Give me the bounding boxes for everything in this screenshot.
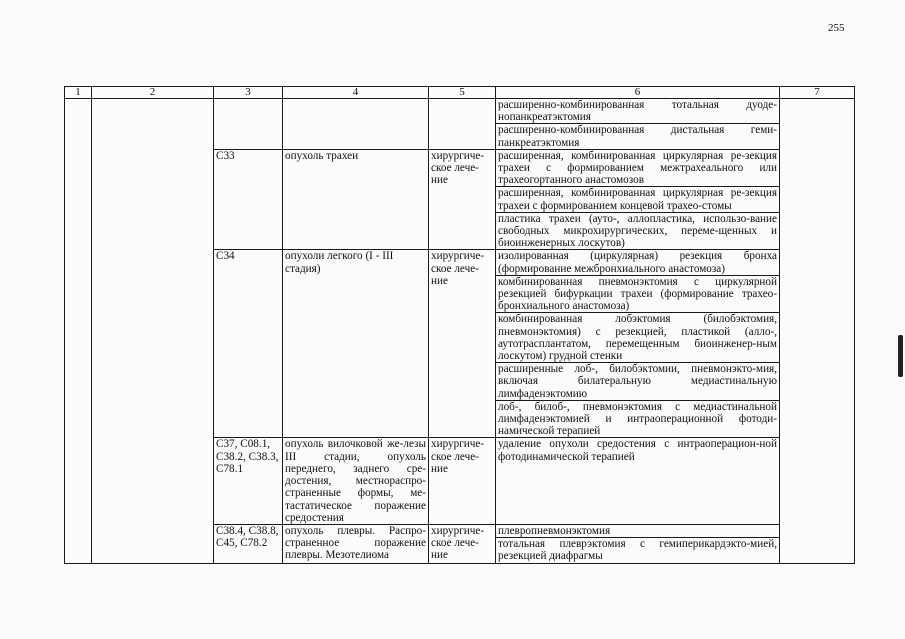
col-header-4: 4: [283, 87, 429, 99]
method-cell: расширенные лоб-, билобэктомии, пневмонэкто-мия, включая билатеральную медиастинальную лимфаденэктомию: [496, 363, 780, 401]
col-header-2: 2: [92, 87, 214, 99]
disease-cell: опухоли легкого (I - III стадия): [283, 250, 429, 438]
col7-cell: [780, 99, 855, 564]
disease-cell: опухоль плевры. Распро-страненное поражение плевры. Мезотелиома: [283, 524, 429, 563]
disease-cell: опухоль трахеи: [283, 149, 429, 250]
method-cell: изолированная (циркулярная) резекция бронха (формирование межбронхиального анастомоза): [496, 250, 780, 275]
page-number: 255: [828, 22, 845, 34]
method-cell: расширенная, комбинированная циркулярная ре-зекция трахеи с формированием межтрахеального или трахеогортанного анастомозов: [496, 149, 780, 187]
method-cell: тотальная плеврэктомия с гемиперикардэкто-мией, резекцией диафрагмы: [496, 538, 780, 563]
col-header-6: 6: [496, 87, 780, 99]
table-row: [65, 99, 855, 124]
disease-cell: [283, 99, 429, 150]
treatment-cell: хирургиче-ское лече-ние: [429, 438, 496, 524]
method-cell: лоб-, билоб-, пневмонэктомия с медиастинальной лимфаденэктомией и интраоперационной фотоди-намической терапией: [496, 400, 780, 438]
col-header-5: 5: [429, 87, 496, 99]
method-cell: расширенно-комбинированная тотальная дуоде-нопанкреатэктомия: [496, 99, 780, 124]
code-cell: [214, 99, 283, 150]
method-cell: комбинированная лобэктомия (билобэктомия, пневмонэктомия) с резекцией, пластикой (алло-, аутотрасплантатом, перемещенным биоинженер-ным лоскутом) грудной стенки: [496, 313, 780, 363]
treatment-cell: хирургиче-ское лече-ние: [429, 149, 496, 250]
method-cell: удаление опухоли средостения с интраоперацион-ной фотодинамической терапией: [496, 438, 780, 524]
code-cell: С37, С08.1, С38.2, С38.3, С78.1: [214, 438, 283, 524]
method-cell: расширенная, комбинированная циркулярная ре-зекция трахеи с формированием концевой трахео-стомы: [496, 187, 780, 212]
treatment-cell: хирургиче-ское лече-ние: [429, 524, 496, 563]
method-cell: комбинированная пневмонэктомия с циркулярной резекцией бифуркации трахеи (формирование трахео-бронхиального анастомоза): [496, 275, 780, 313]
col-header-3: 3: [214, 87, 283, 99]
method-cell: пластика трахеи (ауто-, аллопластика, использо-вание свободных микрохирургических, переме-щенных и биоинженерных лоскутов): [496, 212, 780, 250]
method-cell: плевропневмонэктомия: [496, 524, 780, 537]
col1-cell: [65, 99, 92, 564]
col2-cell: [92, 99, 214, 564]
treatment-cell: хирургиче-ское лече-ние: [429, 250, 496, 438]
col-header-1: 1: [65, 87, 92, 99]
treatment-cell: [429, 99, 496, 150]
col-header-7: 7: [780, 87, 855, 99]
disease-cell: опухоль вилочковой же-лезы III стадии, опухоль переднего, заднего сре-достения, местнораспро-страненные формы, ме-тастатическое поражение средостения: [283, 438, 429, 524]
method-cell: расширенно-комбинированная дистальная геми-панкреатэктомия: [496, 124, 780, 149]
header-row: [65, 87, 855, 99]
code-cell: С33: [214, 149, 283, 250]
scan-edge-mark: [898, 335, 903, 377]
code-cell: С38.4, С38.8, С45, С78.2: [214, 524, 283, 563]
treatment-table: [64, 86, 855, 564]
code-cell: С34: [214, 250, 283, 438]
